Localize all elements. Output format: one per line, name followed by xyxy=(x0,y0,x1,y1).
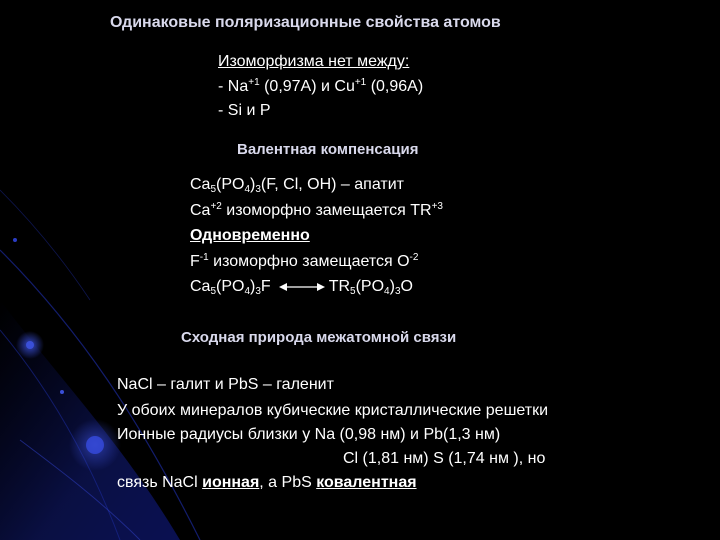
ca-substitution-line: $Ca^{+2}$ изоморфно замещается $TR^{+3}$ xyxy=(190,201,443,219)
slide-title: Одинаковые поляризационные свойства атомов xyxy=(110,14,501,31)
apatite-formula: $Ca_5(PO_4)_3(F$, Cl, OH) – апатит xyxy=(190,176,404,195)
isomorphism-line-na-cu: - $Na^{+1}$ (0,97А) и $Cu^{+1}$ (0,96А) xyxy=(218,77,424,95)
isomorphism-heading: Изоморфизма нет между: xyxy=(218,53,410,70)
simultaneously-label: Одновременно xyxy=(190,227,310,244)
isomorphism-line-si-p: - Si и P xyxy=(218,102,271,119)
halite-galena-line: NaCl – галит и PbS – галенит xyxy=(117,376,334,393)
valence-heading: Валентная компенсация xyxy=(237,141,419,158)
bond-type-line: связь NaCl ионная, а PbS ковалентная xyxy=(117,474,417,491)
exchange-formula-line: $Ca_5(PO_4)_3F$ $TR_5(PO_4)_3O$ xyxy=(190,278,413,297)
cl-s-radii-line: Cl (1,81 нм) S (1,74 нм ), но xyxy=(343,450,546,467)
f-substitution-line: $F^{-1}$ изоморфно замещается $O^{-2}$ xyxy=(190,252,419,270)
ionic-word: ионная xyxy=(202,474,260,491)
double-arrow-icon xyxy=(279,277,325,296)
bond-heading: Сходная природа межатомной связи xyxy=(181,329,457,346)
ionic-radii-line: Ионные радиусы близки у Na (0,98 нм) и Pb(1,3 нм) xyxy=(117,426,501,443)
cubic-lattice-line: У обоих минералов кубические кристаллические решетки xyxy=(117,402,549,419)
covalent-word: ковалентная xyxy=(316,474,417,491)
